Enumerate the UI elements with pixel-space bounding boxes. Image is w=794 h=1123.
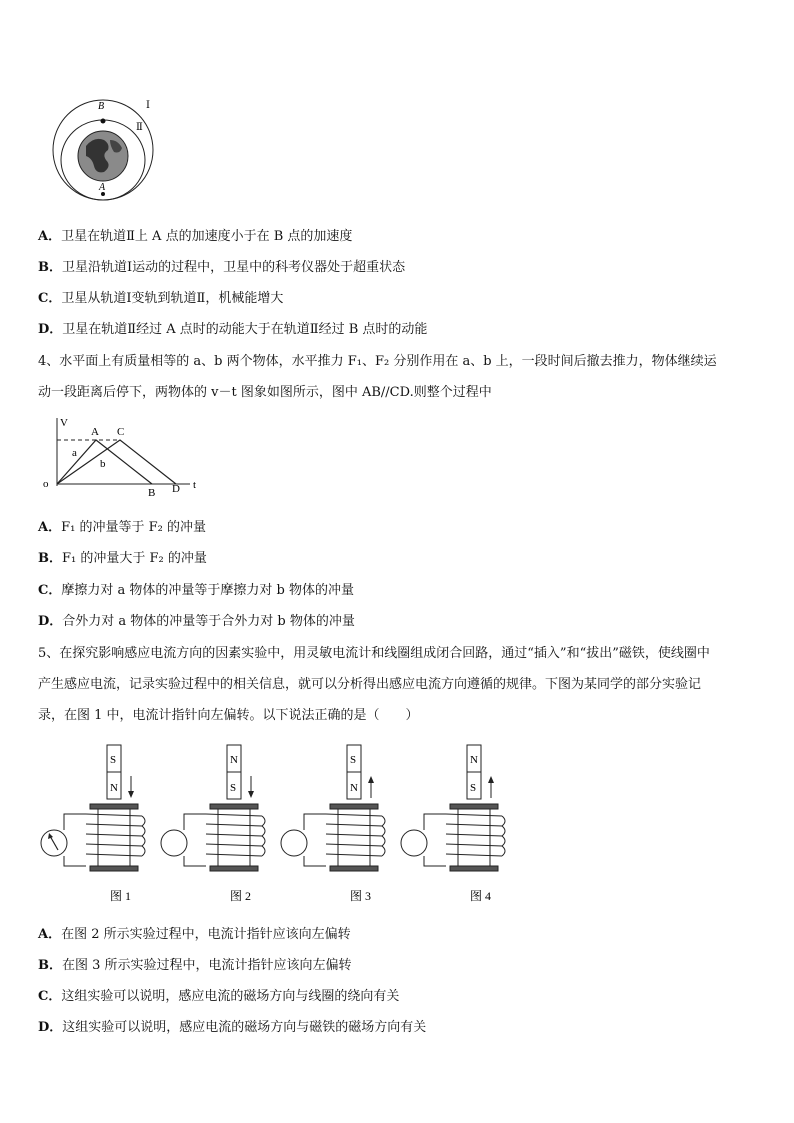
magnet-bottom-pole: N — [110, 782, 118, 794]
coil-figure-1 — [38, 742, 158, 908]
circuit-wire — [424, 814, 446, 866]
point-C-label: C — [117, 426, 125, 438]
point-B-dot — [101, 119, 106, 124]
coil-bottom-plate — [90, 866, 138, 871]
coil-top-plate — [90, 804, 138, 809]
figure-caption: 图 2 — [230, 889, 252, 903]
coil-top-plate — [210, 804, 258, 809]
coil-core — [98, 809, 130, 866]
axis-t-label: t — [193, 479, 197, 491]
q5-option-d: D．这组实验可以说明，感应电流的磁场方向与磁铁的磁场方向有关 — [38, 1020, 427, 1035]
circuit-wire — [184, 814, 206, 866]
q3-option-c: C．卫星从轨道Ⅰ变轨到轨道Ⅱ，机械能增大 — [38, 291, 284, 306]
q5-option-b: B．在图 3 所示实验过程中，电流计指针应该向左偏转 — [38, 958, 352, 973]
q5-stem-line-3: 录，在图 1 中，电流计指针向左偏转。以下说法正确的是（ ） — [38, 708, 419, 723]
figure-caption: 图 3 — [350, 889, 372, 903]
magnet-top-pole: S — [110, 754, 117, 766]
curve-a-label: a — [72, 447, 77, 459]
circuit-wire — [64, 814, 86, 866]
label-A: A — [99, 182, 106, 193]
q4-option-b: B．F₁ 的冲量大于 F₂ 的冲量 — [38, 551, 207, 566]
magnet-bottom-pole: S — [230, 782, 237, 794]
q3-option-b: B．卫星沿轨道Ⅰ运动的过程中，卫星中的科考仪器处于超重状态 — [38, 260, 406, 275]
label-B: B — [98, 101, 105, 112]
q4-option-c: C．摩擦力对 a 物体的冲量等于摩擦力对 b 物体的冲量 — [38, 583, 354, 598]
galvanometer — [161, 830, 187, 856]
orbit-figure — [48, 96, 160, 204]
coil-core — [458, 809, 490, 866]
label-orbit-1: Ⅰ — [146, 100, 150, 111]
q4-option-a: A．F₁ 的冲量等于 F₂ 的冲量 — [38, 520, 206, 535]
origin-label: o — [43, 478, 49, 490]
q5-stem-line-2: 产生感应电流，记录实验过程中的相关信息，就可以分析得出感应电流方向遵循的规律。下图为某同学的部分实验记 — [38, 677, 702, 692]
figure-caption: 图 4 — [470, 889, 492, 903]
curve-b-label: b — [100, 458, 106, 470]
coil-figure-4 — [398, 742, 518, 908]
point-D-label: D — [172, 483, 180, 495]
coil-bottom-plate — [450, 866, 498, 871]
coil-bottom-plate — [330, 866, 378, 871]
coil-top-plate — [450, 804, 498, 809]
coil-figure-2 — [158, 742, 278, 908]
circuit-wire — [304, 814, 326, 866]
magnet-top-pole: N — [470, 754, 478, 766]
q5-stem-line-1: 5、在探究影响感应电流方向的因素实验中，用灵敏电流计和线圈组成闭合回路，通过“插入”和“拔出”磁铁，使线圈中 — [38, 646, 710, 661]
q3-option-d: D．卫星在轨道Ⅱ经过 A 点时的动能大于在轨道Ⅱ经过 B 点时的动能 — [38, 322, 428, 337]
magnet-top-pole: S — [350, 754, 357, 766]
coil-figure-3 — [278, 742, 398, 908]
label-orbit-2: Ⅱ — [136, 122, 143, 133]
point-A-label: A — [91, 426, 99, 438]
q5-option-c: C．这组实验可以说明，感应电流的磁场方向与线圈的绕向有关 — [38, 989, 400, 1004]
coil-core — [218, 809, 250, 866]
q4-option-d: D．合外力对 a 物体的冲量等于合外力对 b 物体的冲量 — [38, 614, 355, 629]
coil-core — [338, 809, 370, 866]
coil-bottom-plate — [210, 866, 258, 871]
point-B-label: B — [148, 487, 156, 499]
magnet-bottom-pole: N — [350, 782, 358, 794]
axis-v-label: V — [60, 417, 68, 429]
galvanometer — [281, 830, 307, 856]
figure-caption: 图 1 — [110, 889, 132, 903]
q3-option-a: A．卫星在轨道Ⅱ上 A 点的加速度小于在 B 点的加速度 — [38, 229, 353, 244]
magnet-top-pole: N — [230, 754, 238, 766]
vt-graph — [40, 414, 210, 502]
q4-stem-line-2: 动一段距离后停下，两物体的 v－t 图象如图所示，图中 AB//CD.则整个过程中 — [38, 385, 492, 400]
q4-stem-line-1: 4、水平面上有质量相等的 a、b 两个物体，水平推力 F₁、F₂ 分别作用在 a、b 上，一段时间后撤去推力，物体继续运 — [38, 354, 717, 369]
coil-top-plate — [330, 804, 378, 809]
q5-option-a: A．在图 2 所示实验过程中，电流计指针应该向左偏转 — [38, 927, 351, 942]
galvanometer — [401, 830, 427, 856]
magnet-bottom-pole: S — [470, 782, 477, 794]
